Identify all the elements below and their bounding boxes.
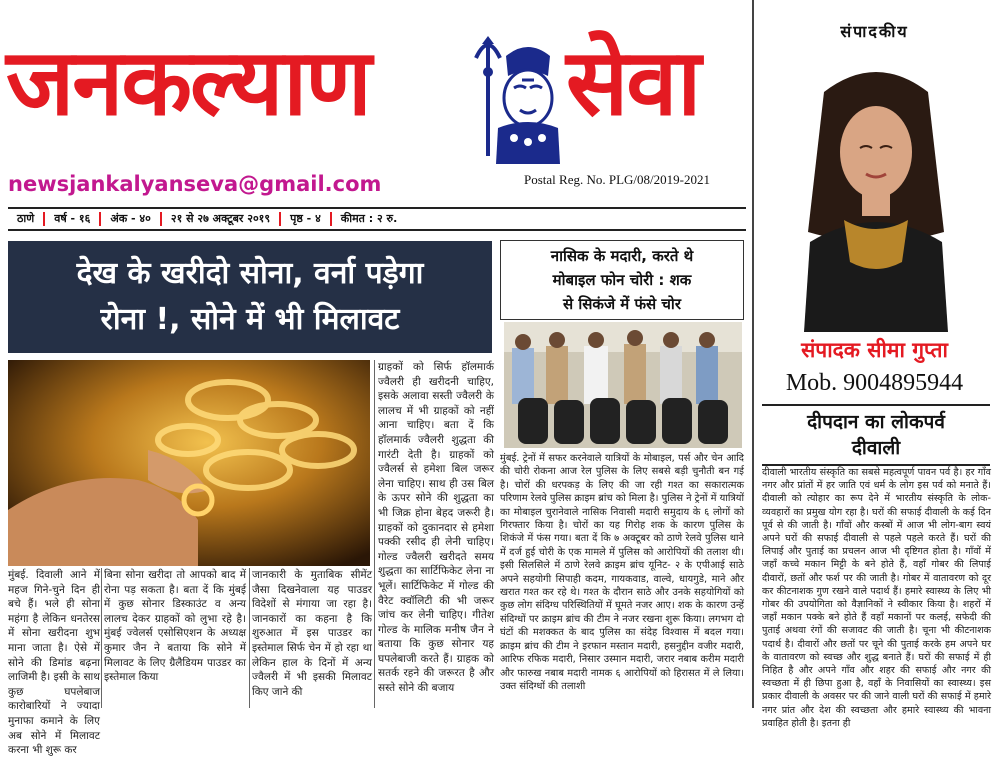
editorial-label: संपादकीय — [840, 22, 909, 41]
lead-headline-line-1: देख के खरीदो सोना, वर्ना पड़ेगा — [76, 256, 424, 291]
column-rule — [374, 360, 375, 708]
side-story-body: मुंबई. ट्रेनों में सफर करनेवाले यात्रियों के मोबाइल, पर्स और चेन आदि की चोरी रोकना आज रेल पुलिस के लिए सबसे बड़ी चुनौती बन गई है। चोरों की धरपकड़ के लिए की जा रही गश्त का सकारात्मक परिणाम रेलवे पुलिस क्राइम ब्रांच को मिला है। पुलिस ने ट्रेनों में यात्रियों का मोबाइल चुरानेवाले नासिक निवासी मदारी समुदाय के ६ लोगों को गिरफ्तार किया है। चोरों का यह गिरोह शक के कारण पुलिस के शिकंजे में फंस गया। बता दें कि ७ अक्टूबर को ठाणे रेलवे पुलिस थाने में दर्ज हुई चोरी के एक मामले में पुलिस को आरोपियों की तलाश थी। इसी सिलसिले में ठाणे रेलवे क्राइम ब्रांच यूनिट- २ के एपीआई साठे अपने सहयोगी सिपाही कदम, गायकवाड, वाल्वे, धायगुडे, माने और खरात गश्त कर रहे थे। गश्त के दौरान साठे और उनके सहयोगियों को कुछ लोग संदिग्ध परिस्थितियों में घूमते नजर आए। शक के कारण उन्हें संदिग्धों पर क्राइम ब्रांच की टीम ने नजर रखना शुरू किया। लगभग दो घंटों की मशक्कत के बाद पुलिस का संदेह विश्वास में बदल गया। क्राइम ब्रांच की टीम ने इरफान मस्तान मदारी, हसनुद्दीन वजीर मदारी, आरिफ रफिक मदारी, निसार उस्मान मदारी, जरार नबाब करीम मदारी और फारुख नबाब मदारी नामक ६ आरोपियों को हिरासत में ले लिया। उक्त संदिग्धों की तलाशी — [500, 453, 745, 692]
lead-story-column-3: जानकारी के मुताबिक सीमेंट जैसा दिखनेवाला यह पाउडर विदेशों से मंगाया जा रहा है। जानकारों का कहना है कि शुरुआत में इस पाउडर का इस्तेमाल सिर्फ चेन में हो रहा था लेकिन हाल के दिनों में अन्य ज्वैलरी में भी इसकी मिलावट किए जाने की — [252, 569, 372, 698]
title-part-2: सेवा — [566, 29, 700, 136]
title-part-1: जनकल्याण — [6, 29, 370, 136]
side-headline-line-2: मोबाइल फोन चोरी : शक — [552, 271, 692, 289]
editorial-column — [752, 0, 993, 729]
editor-mobile: Mob. 9004895944 — [785, 370, 964, 396]
side-headline-line-1: नासिक के मदारी, करते थे — [550, 247, 694, 265]
contact-email: newsjankalyanseva@gmail.com — [8, 172, 382, 196]
postal-registration: Postal Reg. No. PLG/08/2019-2021 — [524, 172, 710, 187]
issue-number: अंक - ४० — [101, 212, 162, 226]
column-rule — [249, 568, 250, 708]
masthead — [0, 0, 750, 205]
editorial-body: दीवाली भारतीय संस्कृति का सबसे महत्वपूर्ण पावन पर्व है। हर गाँव नगर और प्रांतों में हर जाति एवं धर्म के लोग इस पर्व को मनाते हैं। दीवाली को त्योहार का रूप देने में भारतीय संस्कृति के लोक-व्यवहारों का प्रमुख योग रहा है। घरों की सफाई दीवाली के कई दिन पूर्व से की जाती है। गाँवों और कस्बों में आज भी लोग-बाग स्वयं अपने घरों की सफाई दीवाली से पहले पहले करते हैं। घरों की लिपाई और पुताई का प्रचलन आज भी दृष्टिगत होता है। गाँवों में जहाँ कच्चे मकान मिट्टी के बने होते हैं, वहाँ गोबर की लिपाई दीवारों, छतों और फर्श पर की जाती है। गोबर में वातावरण को दूर कर कीटनाशक गुण रखने वाले पदार्थ हैं। हमारे स्वास्थ्य के लिए भी गोबर की उपयोगिता को वैज्ञानिकों ने स्वीकार किया है। शहरों में जहाँ मकान पक्के बने होते हैं वहाँ मकानों पर कलई, सफेदी की पुताई अथवा रंगों की सजावट की जाती है। चूना भी कीटनाशक पदार्थ है। दीवारों और छतों पर चूने की पुताई करके हम अपने घर के वातावरण को स्वच्छ और शुद्ध बनाते हैं। घरों की सफाई में ही निहित है और अपने गाँव और शहर की सफाई और नगर की स्वच्छता में ही छिपा हुआ है, वहाँ के निवासियों का स्वास्थ्य। इस प्रकार दीवाली के अवसर पर की जाने वाली घरों की सफाई में हमारे नगर प्रांत और देश की स्वच्छता और हमारे स्वास्थ्य की भावना प्रवाहित होती है। इतना ही — [762, 467, 991, 729]
issue-page: पृष्ठ - ४ — [281, 212, 332, 226]
issue-price: कीमत : २ रु. — [340, 212, 398, 225]
newspaper-title — [6, 24, 700, 142]
lead-story-column-1: मुंबई. दिवाली आने में महज गिने-चुने दिन ही बचे हैं। भले ही सोना महंगा है लेकिन धनतेरस में सोना खरीदना शुभ माना जाता है। ऐसे में सोने की डिमांड बढ़ना लाजिमी है। इसी के साथ कुछ घपलेबाज कारोबारियों ने ज्यादा मुनाफा कमाने के लिए अब सोने में मिलावट करना भी शुरू कर — [8, 569, 100, 757]
editor-name: संपादक सीमा गुप्ता — [801, 338, 948, 362]
lead-story-column-4: ग्राहकों को सिर्फ हॉलमार्क ज्वैलरी ही खरीदनी चाहिए, इसके अलावा सस्ती ज्वैलरी के लालच में भी ग्राहकों को नहीं आना चाहिए। बता दें कि हॉलमार्क ज्वैलरी शुद्धता की गारंटी देती है। ग्राहकों को ज्वैलर्स से हमेशा बिल जरूर लेना चाहिए। साथ ही उस बिल के ऊपर सोने की शुद्धता का भी जिक्र होना बेहद जरूरी है। ग्राहकों को दुकानदार से हमेशा पक्की रसीद ही लेनी चाहिए। गोल्ड ज्वैलरी खरीदते समय शुद्धता का सार्टिफिकेट लेना ना भूलें। सार्टिफिकेट में गोल्ड की वैरेट क्वॉलिटी की भी जरूर जांच कर लेनी चाहिए। गीतेश गोल्ड के मालिक मनीष जैन ने बताया कि कुछ सोनार यह घपलेबाजी करते हैं। ग्राहक को सतर्क रहने की जरूरत है और सस्ते सोने की बजाय — [378, 361, 494, 695]
side-headline-line-3: से सिकंजे में फंसे चोर — [563, 295, 681, 313]
lead-headline-line-2: रोना !, सोने में भी मिलावट — [100, 302, 400, 337]
editorial-title-line-1: दीपदान का लोकपर्व — [807, 411, 945, 433]
lead-story-column-2: बिना सोना खरीदा तो आपको बाद में रोना पड़ सकता है। बता दें कि मुंबई में कुछ सोनार डिस्काउंट व अन्य लालच देकर ग्राहकों को लुभा रहे है। मुंबई ज्वेलर्स एसोसिएशन के अध्यक्ष कुमार जैन ने बताया कि सोने में मिलावट के लिए ग्रैलैडियम पाउडर का इस्तेमाल किया — [104, 569, 246, 684]
lead-headline — [8, 241, 492, 353]
shiva-logo-icon — [468, 36, 560, 164]
editor-portrait-photo — [784, 62, 968, 332]
column-rule — [101, 568, 102, 708]
editorial-title — [762, 404, 990, 466]
gold-jewellery-photo — [8, 360, 370, 566]
editorial-title-line-2: दीवाली — [851, 437, 901, 459]
police-group-photo — [504, 322, 742, 448]
side-story-headline — [500, 240, 744, 320]
issue-city: ठाणे — [8, 212, 45, 226]
issue-year: वर्ष - १६ — [45, 212, 101, 226]
issue-info-bar — [8, 207, 746, 231]
issue-dates: २१ से २७ अक्टूबर २०१९ — [162, 212, 281, 226]
